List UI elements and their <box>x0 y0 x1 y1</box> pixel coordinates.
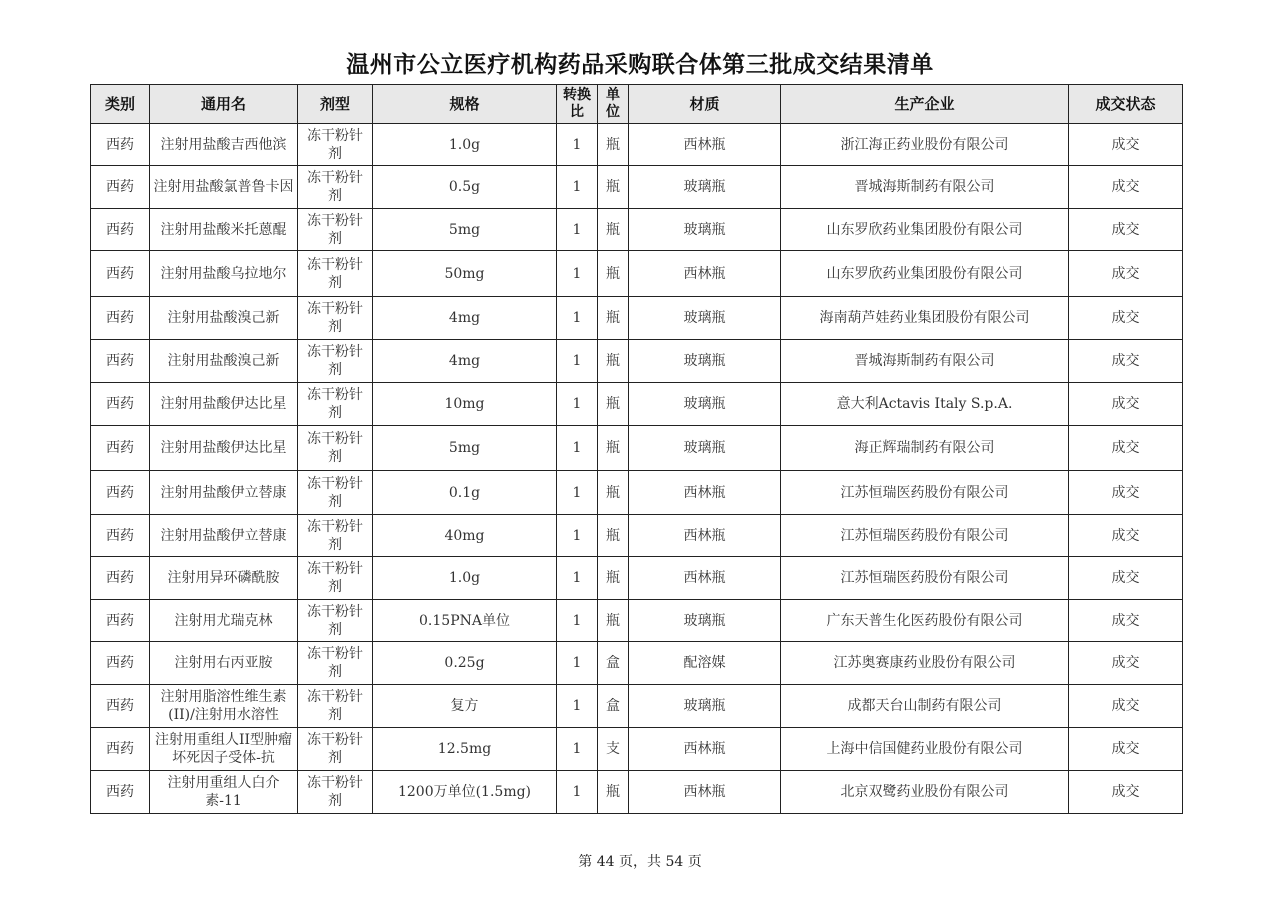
cell-dosage-form: 冻干粉针剂 <box>298 685 373 728</box>
cell-unit: 瓶 <box>598 471 629 515</box>
cell-category: 西药 <box>91 340 150 383</box>
cell-spec: 5mg <box>373 426 557 471</box>
header-ratio: 转换比 <box>557 85 598 124</box>
cell-material: 玻璃瓶 <box>629 600 781 642</box>
cell-material: 西林瓶 <box>629 124 781 166</box>
cell-dosage-form: 冻干粉针剂 <box>298 166 373 209</box>
cell-ratio: 1 <box>557 515 598 557</box>
cell-category: 西药 <box>91 383 150 426</box>
cell-dosage-form: 冻干粉针剂 <box>298 297 373 340</box>
header-material: 材质 <box>629 85 781 124</box>
table-body <box>91 124 1183 814</box>
cell-spec: 5mg <box>373 209 557 251</box>
cell-manufacturer: 晋城海斯制药有限公司 <box>781 166 1069 209</box>
cell-generic-name: 注射用异环磷酰胺 <box>150 557 298 600</box>
cell-manufacturer: 江苏恒瑞医药股份有限公司 <box>781 515 1069 557</box>
cell-material: 西林瓶 <box>629 771 781 814</box>
header-spec: 规格 <box>373 85 557 124</box>
cell-unit: 瓶 <box>598 297 629 340</box>
cell-status: 成交 <box>1069 515 1183 557</box>
cell-spec: 0.5g <box>373 166 557 209</box>
cell-category: 西药 <box>91 728 150 771</box>
cell-category: 西药 <box>91 426 150 471</box>
cell-status: 成交 <box>1069 557 1183 600</box>
cell-dosage-form: 冻干粉针剂 <box>298 515 373 557</box>
cell-spec: 10mg <box>373 383 557 426</box>
cell-manufacturer: 山东罗欣药业集团股份有限公司 <box>781 251 1069 297</box>
cell-category: 西药 <box>91 515 150 557</box>
cell-category: 西药 <box>91 209 150 251</box>
footer-suffix: 页 <box>683 854 702 870</box>
cell-category: 西药 <box>91 685 150 728</box>
cell-unit: 瓶 <box>598 251 629 297</box>
cell-unit: 瓶 <box>598 340 629 383</box>
cell-spec: 1.0g <box>373 557 557 600</box>
cell-ratio: 1 <box>557 426 598 471</box>
page-total: 54 <box>665 854 684 870</box>
cell-dosage-form: 冻干粉针剂 <box>298 426 373 471</box>
cell-manufacturer: 江苏恒瑞医药股份有限公司 <box>781 471 1069 515</box>
cell-unit: 瓶 <box>598 209 629 251</box>
cell-ratio: 1 <box>557 166 598 209</box>
cell-ratio: 1 <box>557 642 598 685</box>
cell-spec: 0.25g <box>373 642 557 685</box>
footer-middle: 页，共 <box>614 854 666 870</box>
table-row <box>91 209 1183 251</box>
cell-dosage-form: 冻干粉针剂 <box>298 728 373 771</box>
cell-generic-name: 注射用重组人白介素-11 <box>150 771 298 814</box>
header-status: 成交状态 <box>1069 85 1183 124</box>
cell-category: 西药 <box>91 251 150 297</box>
cell-manufacturer: 江苏奥赛康药业股份有限公司 <box>781 642 1069 685</box>
cell-status: 成交 <box>1069 685 1183 728</box>
cell-ratio: 1 <box>557 728 598 771</box>
cell-category: 西药 <box>91 297 150 340</box>
table-row <box>91 771 1183 814</box>
page-number: 44 <box>596 854 615 870</box>
cell-status: 成交 <box>1069 297 1183 340</box>
cell-generic-name: 注射用盐酸氯普鲁卡因 <box>150 166 298 209</box>
cell-category: 西药 <box>91 471 150 515</box>
cell-generic-name: 注射用盐酸吉西他滨 <box>150 124 298 166</box>
cell-material: 西林瓶 <box>629 557 781 600</box>
cell-spec: 0.1g <box>373 471 557 515</box>
cell-dosage-form: 冻干粉针剂 <box>298 209 373 251</box>
header-manufacturer: 生产企业 <box>781 85 1069 124</box>
cell-generic-name: 注射用盐酸溴己新 <box>150 297 298 340</box>
cell-spec: 0.15PNA单位 <box>373 600 557 642</box>
cell-material: 玻璃瓶 <box>629 426 781 471</box>
cell-manufacturer: 海正辉瑞制药有限公司 <box>781 426 1069 471</box>
cell-generic-name: 注射用盐酸伊达比星 <box>150 426 298 471</box>
cell-material: 西林瓶 <box>629 251 781 297</box>
cell-manufacturer: 北京双鹭药业股份有限公司 <box>781 771 1069 814</box>
cell-status: 成交 <box>1069 251 1183 297</box>
table-row <box>91 515 1183 557</box>
table-row <box>91 124 1183 166</box>
footer-prefix: 第 <box>578 854 597 870</box>
cell-material: 玻璃瓶 <box>629 297 781 340</box>
cell-dosage-form: 冻干粉针剂 <box>298 557 373 600</box>
cell-category: 西药 <box>91 124 150 166</box>
cell-generic-name: 注射用盐酸米托蒽醌 <box>150 209 298 251</box>
cell-unit: 瓶 <box>598 515 629 557</box>
header-generic-name: 通用名 <box>150 85 298 124</box>
cell-unit: 盒 <box>598 685 629 728</box>
cell-spec: 40mg <box>373 515 557 557</box>
header-row <box>91 85 1183 124</box>
cell-material: 西林瓶 <box>629 471 781 515</box>
cell-status: 成交 <box>1069 209 1183 251</box>
cell-generic-name: 注射用盐酸伊达比星 <box>150 383 298 426</box>
table-row <box>91 600 1183 642</box>
cell-generic-name: 注射用尤瑞克林 <box>150 600 298 642</box>
cell-ratio: 1 <box>557 297 598 340</box>
cell-status: 成交 <box>1069 426 1183 471</box>
cell-generic-name: 注射用脂溶性维生素(II)/注射用水溶性 <box>150 685 298 728</box>
table-row <box>91 426 1183 471</box>
cell-unit: 瓶 <box>598 383 629 426</box>
cell-category: 西药 <box>91 166 150 209</box>
cell-status: 成交 <box>1069 340 1183 383</box>
header-dosage-form: 剂型 <box>298 85 373 124</box>
cell-ratio: 1 <box>557 600 598 642</box>
table-row <box>91 685 1183 728</box>
cell-ratio: 1 <box>557 557 598 600</box>
cell-category: 西药 <box>91 557 150 600</box>
cell-manufacturer: 成都天台山制药有限公司 <box>781 685 1069 728</box>
cell-generic-name: 注射用盐酸伊立替康 <box>150 471 298 515</box>
cell-material: 玻璃瓶 <box>629 209 781 251</box>
cell-generic-name: 注射用盐酸伊立替康 <box>150 515 298 557</box>
cell-status: 成交 <box>1069 600 1183 642</box>
table-row <box>91 383 1183 426</box>
cell-material: 玻璃瓶 <box>629 685 781 728</box>
cell-unit: 瓶 <box>598 166 629 209</box>
cell-unit: 瓶 <box>598 124 629 166</box>
header-unit: 单位 <box>598 85 629 124</box>
cell-generic-name: 注射用盐酸乌拉地尔 <box>150 251 298 297</box>
cell-manufacturer: 山东罗欣药业集团股份有限公司 <box>781 209 1069 251</box>
cell-ratio: 1 <box>557 383 598 426</box>
cell-spec: 复方 <box>373 685 557 728</box>
cell-material: 玻璃瓶 <box>629 340 781 383</box>
cell-unit: 瓶 <box>598 771 629 814</box>
cell-material: 配溶媒 <box>629 642 781 685</box>
cell-dosage-form: 冻干粉针剂 <box>298 600 373 642</box>
cell-ratio: 1 <box>557 340 598 383</box>
cell-dosage-form: 冻干粉针剂 <box>298 642 373 685</box>
cell-category: 西药 <box>91 642 150 685</box>
cell-unit: 瓶 <box>598 600 629 642</box>
header-category: 类别 <box>91 85 150 124</box>
table-row <box>91 728 1183 771</box>
cell-material: 玻璃瓶 <box>629 383 781 426</box>
cell-unit: 瓶 <box>598 557 629 600</box>
results-table <box>90 84 1183 814</box>
page-footer <box>0 851 1280 871</box>
cell-category: 西药 <box>91 600 150 642</box>
cell-dosage-form: 冻干粉针剂 <box>298 383 373 426</box>
cell-manufacturer: 江苏恒瑞医药股份有限公司 <box>781 557 1069 600</box>
cell-spec: 1.0g <box>373 124 557 166</box>
table-row <box>91 642 1183 685</box>
cell-status: 成交 <box>1069 771 1183 814</box>
cell-status: 成交 <box>1069 471 1183 515</box>
cell-ratio: 1 <box>557 685 598 728</box>
cell-status: 成交 <box>1069 124 1183 166</box>
table-row <box>91 471 1183 515</box>
document-title: 温州市公立医疗机构药品采购联合体第三批成交结果清单 <box>346 52 934 78</box>
cell-ratio: 1 <box>557 251 598 297</box>
cell-status: 成交 <box>1069 642 1183 685</box>
cell-ratio: 1 <box>557 124 598 166</box>
table-row <box>91 251 1183 297</box>
cell-spec: 1200万单位(1.5mg) <box>373 771 557 814</box>
cell-manufacturer: 意大利Actavis Italy S.p.A. <box>781 383 1069 426</box>
cell-spec: 4mg <box>373 340 557 383</box>
cell-status: 成交 <box>1069 728 1183 771</box>
table-row <box>91 297 1183 340</box>
cell-category: 西药 <box>91 771 150 814</box>
cell-material: 玻璃瓶 <box>629 166 781 209</box>
cell-material: 西林瓶 <box>629 728 781 771</box>
cell-manufacturer: 上海中信国健药业股份有限公司 <box>781 728 1069 771</box>
table-row <box>91 166 1183 209</box>
cell-ratio: 1 <box>557 471 598 515</box>
cell-dosage-form: 冻干粉针剂 <box>298 251 373 297</box>
cell-spec: 50mg <box>373 251 557 297</box>
cell-unit: 瓶 <box>598 426 629 471</box>
cell-manufacturer: 广东天普生化医药股份有限公司 <box>781 600 1069 642</box>
cell-dosage-form: 冻干粉针剂 <box>298 471 373 515</box>
cell-ratio: 1 <box>557 209 598 251</box>
cell-unit: 支 <box>598 728 629 771</box>
cell-ratio: 1 <box>557 771 598 814</box>
cell-generic-name: 注射用右丙亚胺 <box>150 642 298 685</box>
cell-material: 西林瓶 <box>629 515 781 557</box>
table-row <box>91 340 1183 383</box>
cell-dosage-form: 冻干粉针剂 <box>298 340 373 383</box>
cell-dosage-form: 冻干粉针剂 <box>298 771 373 814</box>
cell-manufacturer: 海南葫芦娃药业集团股份有限公司 <box>781 297 1069 340</box>
cell-generic-name: 注射用重组人II型肿瘤坏死因子受体-抗 <box>150 728 298 771</box>
cell-manufacturer: 浙江海正药业股份有限公司 <box>781 124 1069 166</box>
cell-spec: 12.5mg <box>373 728 557 771</box>
cell-generic-name: 注射用盐酸溴己新 <box>150 340 298 383</box>
cell-manufacturer: 晋城海斯制药有限公司 <box>781 340 1069 383</box>
cell-status: 成交 <box>1069 383 1183 426</box>
cell-spec: 4mg <box>373 297 557 340</box>
cell-unit: 盒 <box>598 642 629 685</box>
cell-status: 成交 <box>1069 166 1183 209</box>
cell-dosage-form: 冻干粉针剂 <box>298 124 373 166</box>
table-row <box>91 557 1183 600</box>
